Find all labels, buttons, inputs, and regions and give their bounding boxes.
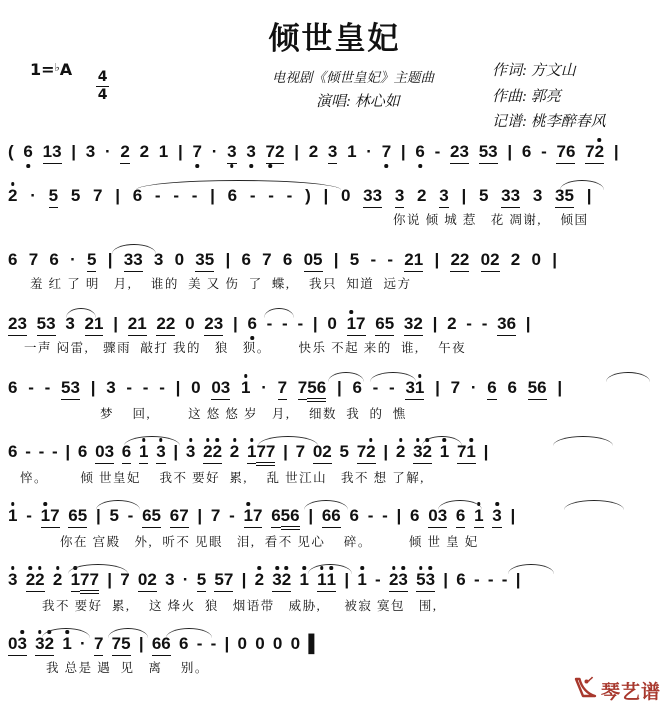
header [0,0,669,130]
lyrics-line: 我不 要好 累, 这 烽火 狼 烟语带 威胁, 被寂 寞包 围, [42,598,438,613]
score-system [8,370,669,434]
notation-line: 6 - - - | 6 03 6 1 3 | 3 22 2 177 | 7 02 5 72 | 2 32 1 71 | [8,434,669,468]
music-note-icon [573,676,598,704]
notation-line: 3 22 2 177 | 7 02 3 · 5 57 | 2 32 1 11 | 1 - 23 53 | 6 - - - | [8,562,669,596]
notation-line: 6 - - 53 | 3 - - - | 0 03 1 · 7 756 | 6 - - 31 | 7 · 6 6 56 | [8,370,669,404]
score-system [8,498,669,562]
score-system [8,306,669,370]
key-signature [30,60,109,102]
notation-line: 6 7 6 · 5 | 33 3 0 35 | 6 7 6 05 | 5 - - 21 | 22 02 2 0 | [8,242,669,274]
lyrics-line: 梦 回, 这 悠 悠 岁 月, 细数 我 的 憔 [100,406,407,421]
score-system [8,434,669,498]
notation-line: 1 - 17 65 | 5 - 65 67 | 7 - 17 656 | 66 6 - - | 6 03 6 1 3 | [8,498,669,532]
score-system [8,242,669,306]
key-label: 1= [30,60,55,79]
page-title: 倾世皇妃 [268,21,401,56]
flat-icon: ♭ [54,61,60,74]
score-system [8,626,669,690]
lyrics-line: 你在 宫殿 外, 听不 见眼 泪, 看不 见心 碎。 倾 世 皇 妃 [60,534,479,549]
key-note: A [59,60,73,79]
lyrics-line: 我 总是 遇 见 离 别。 [46,660,209,675]
lyrics-line: 你说 倾 城 惹 花 凋谢, 倾国 [393,212,589,227]
credit-lyricist: 作词: 方文山 [492,63,576,79]
notation-line: 03 32 1 · 7 75 | 66 6 - - | 0 0 0 0 ▌ [8,626,669,658]
score [0,130,669,690]
brand-text: 琴艺谱 [600,681,661,703]
brand-logo [573,676,661,704]
score-system [8,178,669,242]
notation-line: 23 53 3 21 | 21 22 0 23 | 6 - - - | 0 17 65 32 | 2 - - 36 | [8,306,669,338]
score-system [8,562,669,626]
lyrics-line: 悴。 倾 世皇妃 我不 要好 累, 乱 世江山 我不 想 了解, [20,470,425,485]
credit-composer: 作曲: 郭亮 [492,88,561,105]
lyrics-line: 一声 闷雷, 骤雨 敲打 我的 狼 狈。 快乐 不起 来的 谁, 午夜 [24,340,467,355]
score-system [8,134,669,178]
singer-credit: 演唱: 林心如 [316,94,400,110]
notation-line: ( 6 13 | 3 · 2 2 1 | 7 · 3 3 72 | 2 3 1 · 7 | 6 - 23 53 | 6 - 76 72 | [8,134,669,166]
credits [492,59,606,136]
time-signature: $\frac{4}{4}$ [97,69,108,103]
subtitle: 电视剧《倾世皇妃》主题曲 [272,70,434,85]
lyrics-line: 羞 红 了 明 月, 谁的 美 又 伤 了 蝶, 我只 知道 远方 [30,276,412,291]
credit-transcriber: 记谱: 桃李醉春风 [492,114,606,130]
notation-line: 2 · 5 5 7 | 6 - - - | 6 - - - ) | 0 33 3 2 3 | 5 33 3 35 | [8,178,669,210]
